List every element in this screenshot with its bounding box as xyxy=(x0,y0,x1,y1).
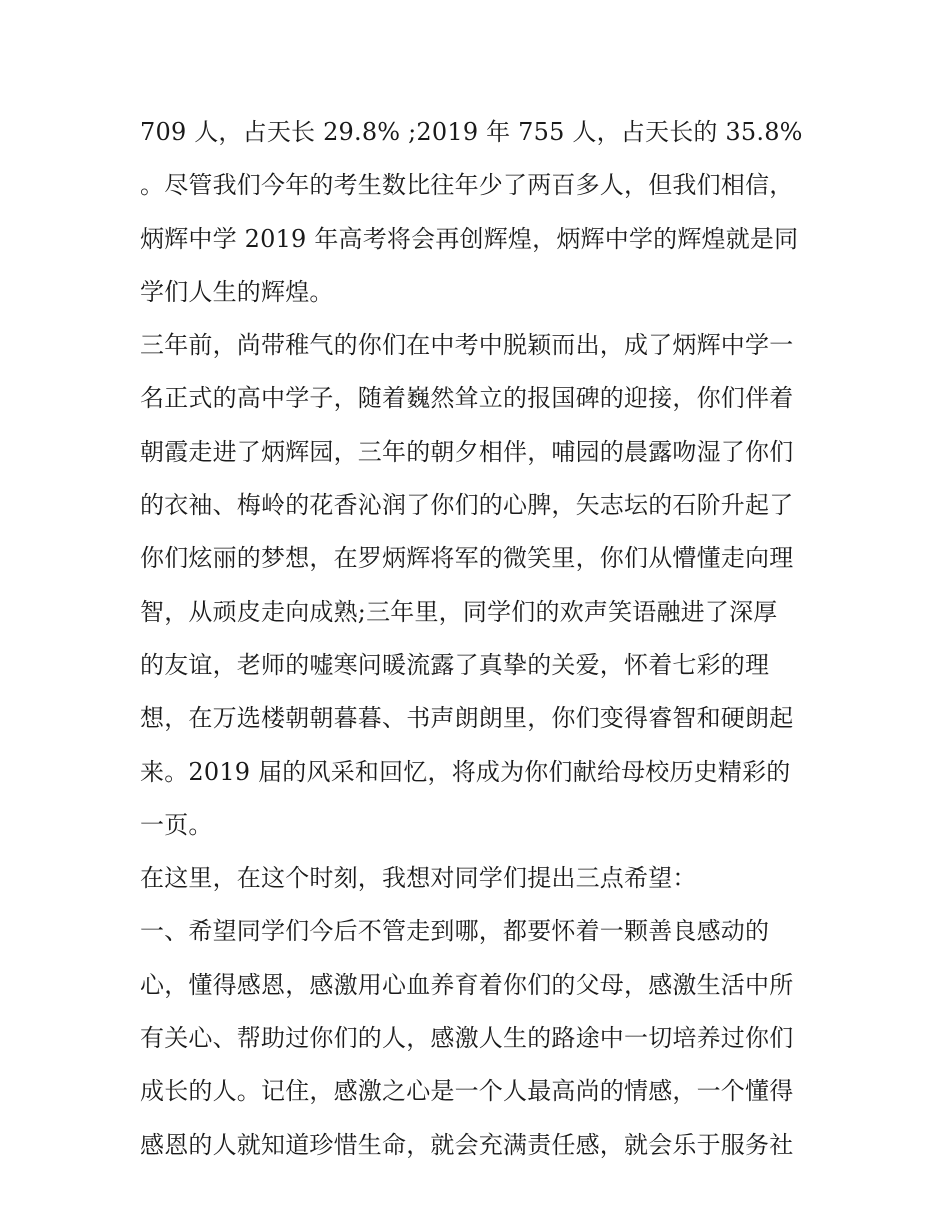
text-line: 你们炫丽的梦想，在罗炳辉将军的微笑里，你们从懵懂走向理 xyxy=(140,544,794,573)
text-line: 智，从顽皮走向成熟;三年里，同学们的欢声笑语融进了深厚 xyxy=(140,597,778,626)
text-line: 想，在万选楼朝朝暮暮、书声朗朗里，你们变得睿智和硬朗起 xyxy=(140,704,794,733)
text-line: 朝霞走进了炳辉园，三年的朝夕相伴，哺园的晨露吻湿了你们 xyxy=(140,437,794,466)
text-line: 感恩的人就知道珍惜生命，就会充满责任感，就会乐于服务社 xyxy=(140,1130,794,1159)
text-line: 名正式的高中学子，随着巍然耸立的报国碑的迎接，你们伴着 xyxy=(140,384,794,413)
text-line: 炳辉中学 2019 年高考将会再创辉煌，炳辉中学的辉煌就是同 xyxy=(140,224,799,253)
text-line: 学们人生的辉煌。 xyxy=(140,277,334,306)
text-line: 三年前，尚带稚气的你们在中考中脱颖而出，成了炳辉中学一 xyxy=(140,331,794,360)
text-line: 来。2019 届的风采和回忆，将成为你们献给母校历史精彩的 xyxy=(140,757,791,786)
text-line: 709 人，占天长 29.8% ;2019 年 755 人，占天长的 35.8% xyxy=(140,118,803,146)
text-line: 的友谊，老师的嘘寒问暖流露了真挚的关爱，怀着七彩的理 xyxy=(140,650,770,679)
document-body xyxy=(140,106,820,1172)
text-line: 成长的人。记住，感激之心是一个人最高尚的情感，一个懂得 xyxy=(140,1077,794,1106)
text-line: 一页。 xyxy=(140,810,213,839)
text-line: 有关心、帮助过你们的人，感激人生的路途中一切培养过你们 xyxy=(140,1024,794,1053)
text-line: 在这里，在这个时刻，我想对同学们提出三点希望： xyxy=(140,864,697,893)
text-line: 一、希望同学们今后不管走到哪，都要怀着一颗善良感动的 xyxy=(140,917,770,946)
text-line: 心，懂得感恩，感激用心血养育着你们的父母，感激生活中所 xyxy=(140,970,794,999)
text-line: 的衣袖、梅岭的花香沁润了你们的心脾，矢志坛的石阶升起了 xyxy=(140,491,794,520)
text-line: 。尽管我们今年的考生数比往年少了两百多人，但我们相信， xyxy=(140,171,794,200)
